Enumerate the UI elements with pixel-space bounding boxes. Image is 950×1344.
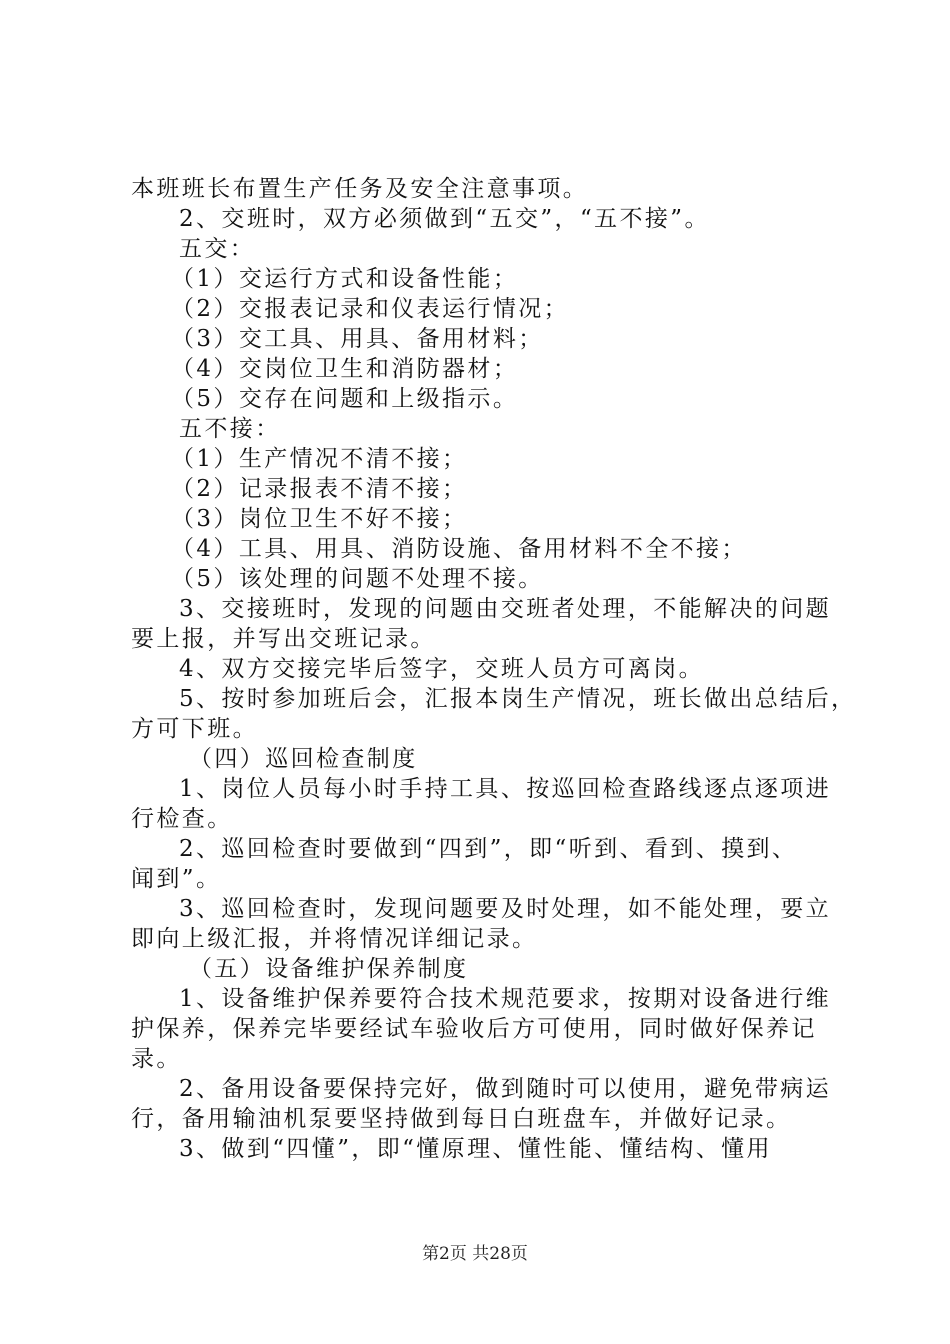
text-line: 五不接： bbox=[179, 416, 281, 442]
list-item: （5）交存在问题和上级指示。 bbox=[171, 386, 519, 412]
text-line: 录。 bbox=[131, 1046, 182, 1072]
list-item: （1）生产情况不清不接； bbox=[171, 446, 468, 472]
list-item: （4）交岗位卫生和消防器材； bbox=[171, 356, 519, 382]
list-item: （3）岗位卫生不好不接； bbox=[171, 506, 468, 532]
list-item: （2）交报表记录和仪表运行情况； bbox=[171, 296, 570, 322]
text-line: 4、双方交接完毕后签字，交班人员方可离岗。 bbox=[179, 656, 705, 682]
text-line: 3、巡回检查时，发现问题要及时处理，如不能处理，要立 bbox=[179, 896, 832, 922]
list-item: （1）交运行方式和设备性能； bbox=[171, 266, 519, 292]
text-line: 3、做到“四懂”，即“懂原理、懂性能、懂结构、懂用 bbox=[179, 1136, 772, 1162]
text-line: 2、备用设备要保持完好，做到随时可以使用，避免带病运 bbox=[179, 1076, 832, 1102]
list-item: （3）交工具、用具、备用材料； bbox=[171, 326, 544, 352]
section-heading: （四）巡回检查制度 bbox=[189, 746, 418, 772]
page-footer: 第2页 共28页 bbox=[422, 1244, 528, 1264]
list-item: （5）该处理的问题不处理不接。 bbox=[171, 566, 544, 592]
text-line: 1、岗位人员每小时手持工具、按巡回检查路线逐点逐项进 bbox=[179, 776, 832, 802]
text-line: 行检查。 bbox=[131, 806, 233, 832]
text-line: 3、交接班时，发现的问题由交班者处理，不能解决的问题 bbox=[179, 596, 832, 622]
text-line: 2、巡回检查时要做到“四到”，即“听到、看到、摸到、 bbox=[179, 836, 798, 862]
text-line: 方可下班。 bbox=[131, 716, 258, 742]
text-line: 1、设备维护保养要符合技术规范要求，按期对设备进行维 bbox=[179, 986, 832, 1012]
text-line: 5、按时参加班后会，汇报本岗生产情况，班长做出总结后， bbox=[179, 686, 857, 712]
body-text bbox=[131, 174, 857, 1164]
text-line: 行，备用输油机泵要坚持做到每日白班盘车，并做好记录。 bbox=[131, 1106, 792, 1132]
list-item: （2）记录报表不清不接； bbox=[171, 476, 468, 502]
text-line: 本班班长布置生产任务及安全注意事项。 bbox=[131, 176, 589, 202]
text-line: 要上报，并写出交班记录。 bbox=[131, 626, 436, 652]
text-line: 闻到”。 bbox=[131, 866, 222, 892]
list-item: （4）工具、用具、消防设施、备用材料不全不接； bbox=[171, 536, 747, 562]
section-heading: （五）设备维护保养制度 bbox=[189, 956, 469, 982]
text-line: 五交： bbox=[179, 236, 256, 262]
text-line: 2、交班时，双方必须做到“五交”，“五不接”。 bbox=[179, 206, 710, 232]
text-line: 护保养，保养完毕要经试车验收后方可使用，同时做好保养记 bbox=[131, 1016, 817, 1042]
text-line: 即向上级汇报，并将情况详细记录。 bbox=[131, 926, 538, 952]
